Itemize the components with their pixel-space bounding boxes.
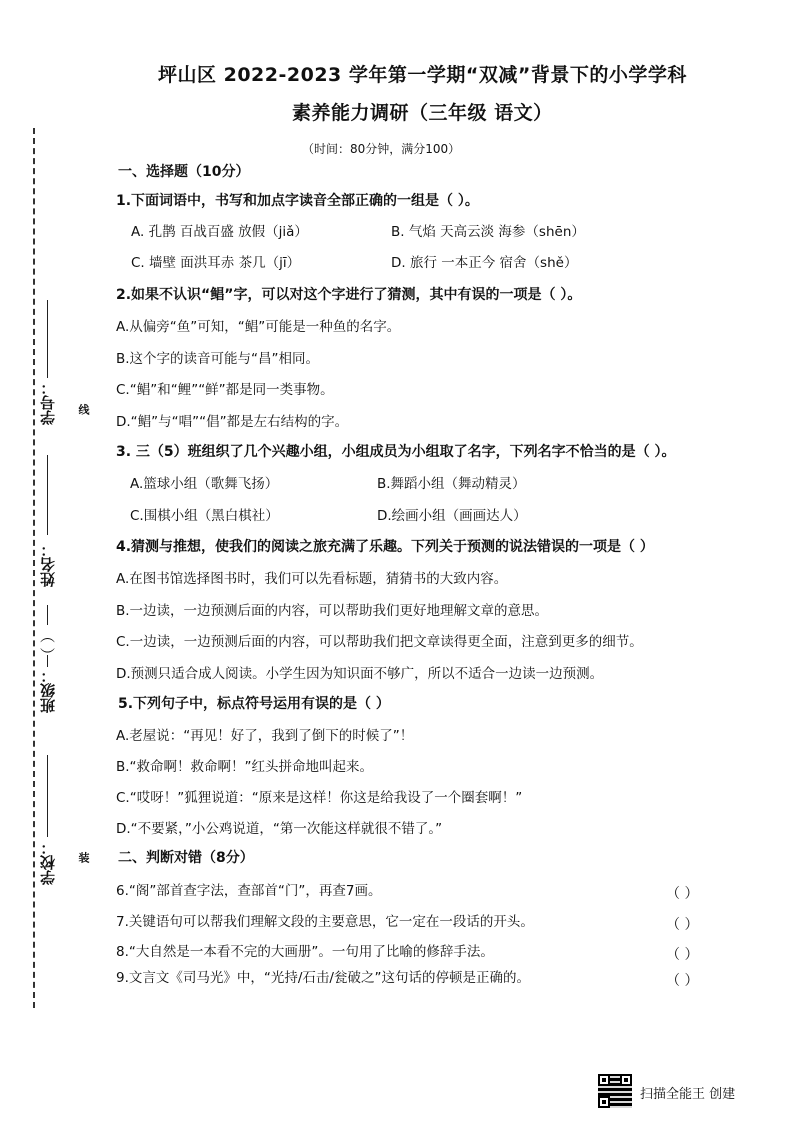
q3-option-c: C.围棋小组（黑白棋社）: [130, 508, 279, 524]
name-label: 姓名：: [39, 542, 57, 587]
section1-title: 一、选择题（10分）: [118, 164, 250, 180]
qr-code-icon: [598, 1074, 632, 1108]
judge-answer-8[interactable]: （ ）: [666, 947, 699, 963]
q2-option-d: D.“鲳”与“唱”“倡”都是左右结构的字。: [116, 414, 349, 430]
q1-option-c: C. 墙壁 面洪耳赤 茶几（jī）: [131, 255, 301, 271]
binding-mark-line: 线: [77, 404, 90, 415]
q3-option-b: B.舞蹈小组（舞动精灵）: [377, 476, 526, 492]
q1-option-d: D. 旅行 一本正今 宿舍（shě）: [391, 255, 578, 271]
q1-option-b: B. 气焰 天高云淡 海参（shēn）: [391, 224, 585, 240]
q4-option-d: D.预测只适合成人阅读。小学生因为知识面不够广，所以不适合一边读一边预测。: [116, 666, 604, 682]
section2-title: 二、判断对错（8分）: [118, 850, 254, 866]
q2-option-b: B.这个字的读音可能与“昌”相同。: [116, 351, 320, 367]
judge-answer-6[interactable]: （ ）: [666, 886, 699, 902]
school-blank: [47, 755, 48, 837]
judge-answer-9[interactable]: （ ）: [666, 973, 699, 989]
exam-meta: （时间：80分钟，满分100）: [302, 142, 461, 156]
class-blank-top: [47, 605, 48, 625]
q5-option-d: D.“不要紧，”小公鸡说道，“第一次能这样就很不错了。”: [116, 821, 443, 837]
school-label: 学校：: [39, 840, 57, 885]
judge-item-8: 8.“大自然是一本看不完的大画册”。一句用了比喻的修辞手法。: [116, 944, 494, 960]
name-blank: [47, 455, 48, 535]
q3-option-d: D.绘画小组（画画达人）: [377, 508, 527, 524]
judge-item-6: 6.“阁”部首查字法，查部首“门”，再查7画。: [116, 883, 382, 899]
q5-option-c: C.“哎呀！”狐狸说道：“原来是这样！你这是给我设了一个圈套啊！”: [116, 790, 523, 806]
judge-item-9: 9.文言文《司马光》中，“光持/石击/瓮破之”这句话的停顿是正确的。: [116, 970, 530, 986]
q4-option-a: A.在图书馆选择图书时，我们可以先看标题，猜猜书的大致内容。: [116, 571, 508, 587]
scanner-app-credit: 扫描全能王 创建: [640, 1087, 736, 1102]
q4-option-b: B.一边读，一边预测后面的内容，可以帮助我们更好地理解文章的意思。: [116, 603, 549, 619]
q5-stem: 5.下列句子中，标点符号运用有误的是（ ）: [118, 696, 390, 712]
class-blank-bottom: [47, 655, 48, 667]
q2-stem: 2.如果不认识“鲳”字，可以对这个字进行了猜测，其中有误的一项是（ ）。: [116, 287, 582, 303]
q3-stem: 3. 三（5）班组织了几个兴趣小组，小组成员为小组取了名字，下列名字不恰当的是（ ）。: [116, 444, 676, 460]
q4-stem: 4.猜测与推想，使我们的阅读之旅充满了乐趣。下列关于预测的说法错误的一项是（ ）: [116, 539, 654, 555]
q1-option-a: A. 孔鹊 百战百盛 放假（jiǎ）: [131, 224, 308, 240]
q3-option-a: A.篮球小组（歌舞飞扬）: [130, 476, 279, 492]
student-id-blank: [47, 300, 48, 378]
q5-option-a: A.老屋说：“再见！好了，我到了倒下的时候了”！: [116, 728, 414, 744]
q2-option-c: C.“鲳”和“鲤”“鲜”都是同一类事物。: [116, 382, 334, 398]
q4-option-c: C.一边读，一边预测后面的内容，可以帮助我们把文章读得更全面，注意到更多的细节。: [116, 634, 643, 650]
q5-option-b: B.“救命啊！救命啊！”红头拼命地叫起来。: [116, 759, 374, 775]
exam-title-line2: 素养能力调研（三年级 语文）: [292, 102, 553, 124]
exam-title-line1: 坪山区 2022-2023 学年第一学期“双减”背景下的小学学科: [158, 64, 687, 86]
binding-dashed-line: [33, 128, 35, 1008]
judge-item-7: 7.关键语句可以帮我们理解文段的主要意思，它一定在一段话的开头。: [116, 914, 534, 930]
class-label: 班级：: [39, 668, 57, 713]
class-paren: （ ）: [39, 628, 57, 663]
q1-stem: 1.下面词语中，书写和加点字读音全部正确的一组是（ ）。: [116, 193, 479, 209]
q2-option-a: A.从偏旁“鱼”可知，“鲳”可能是一种鱼的名字。: [116, 319, 401, 335]
judge-answer-7[interactable]: （ ）: [666, 917, 699, 933]
student-id-label: 学号：: [39, 380, 57, 425]
binding-mark-bind: 装: [77, 852, 90, 863]
